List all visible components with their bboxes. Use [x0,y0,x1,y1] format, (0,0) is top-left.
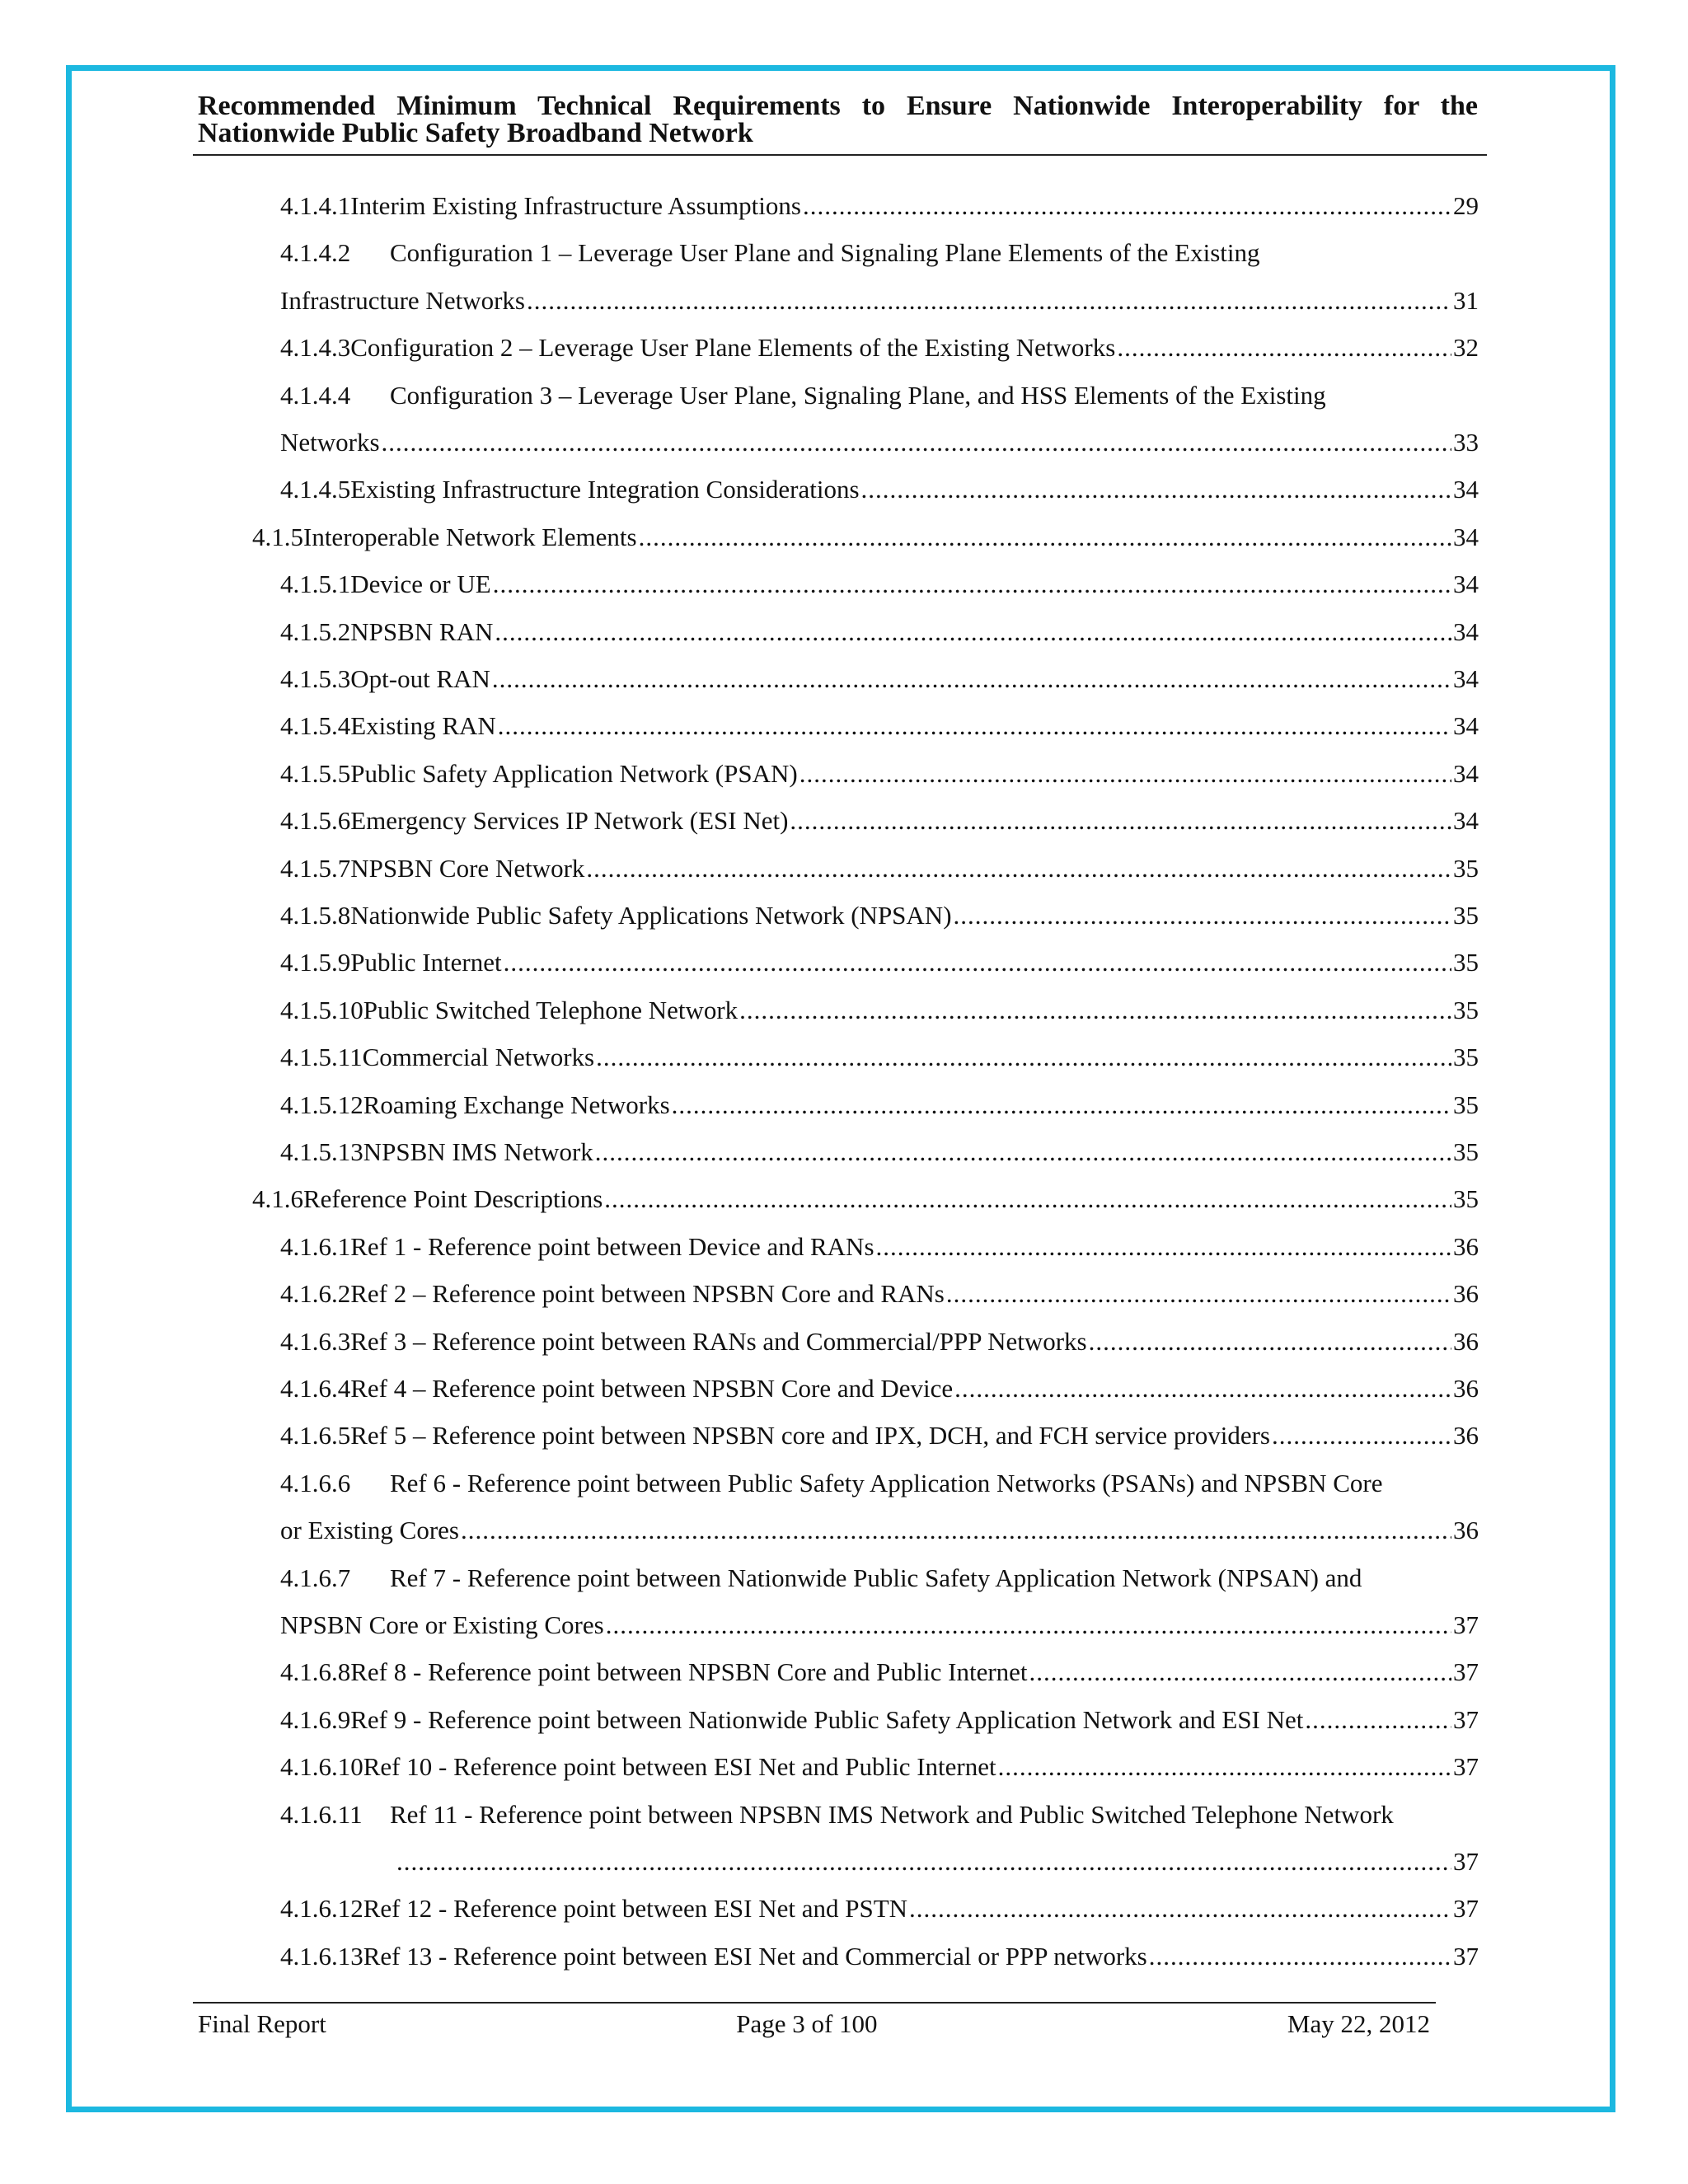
toc-entry-page: 29 [1453,191,1479,220]
toc-entry-title: Reference Point Descriptions [303,1184,603,1214]
toc-entry-title: Commercial Networks [362,1043,595,1072]
toc-leader-dots [672,1089,1451,1122]
toc-entry-line[interactable] [280,379,1326,412]
toc-entry-title: Ref 9 - Reference point between Nationwide Public Safety Application Network and ESI Net [350,1704,1304,1734]
toc-entry-title-continued: NPSBN Core or Existing Cores [280,1610,604,1639]
toc-entry-page: 35 [1453,1043,1479,1072]
toc-leader-dots [596,1041,1451,1074]
toc-entry-number: 4.1.6.11 [280,1799,363,1829]
header-title-line-2: Nationwide Public Safety Broadband Network [198,118,753,148]
toc-entry-number: 4.1.4.2 [280,238,351,268]
toc-entry-title: Ref 5 – Reference point between NPSBN core and IPX, DCH, and FCH service providers [350,1421,1270,1451]
toc-entry-line[interactable] [280,1041,1479,1074]
toc-leader-dots [504,946,1451,979]
toc-leader-dots [604,1183,1451,1216]
toc-entry-line[interactable] [280,1467,1382,1500]
toc-entry-line[interactable] [280,1892,1479,1925]
toc-entry-line[interactable] [280,1798,1394,1831]
toc-entry-title: NPSBN RAN [350,616,494,646]
toc-entry-number: 4.1.6.2 [280,1279,351,1309]
toc-entry-number: 4.1.5.13 [280,1137,363,1166]
toc-leader-dots [595,1136,1451,1169]
toc-entry-title-continued: Networks [280,428,380,457]
toc-entry-line[interactable] [280,331,1479,364]
toc-entry-number: 4.1.6.10 [280,1752,363,1782]
toc-entry-title: Roaming Exchange Networks [363,1090,670,1119]
toc-entry-number: 4.1.6.13 [280,1941,363,1971]
toc-entry-page: 36 [1453,1326,1479,1356]
toc-entry-page: 34 [1453,758,1479,788]
toc-entry-page: 36 [1453,1279,1479,1309]
toc-entry-number: 4.1.6.6 [280,1468,351,1497]
toc-leader-dots [876,1230,1451,1263]
toc-entry-number: 4.1.5.8 [280,901,351,930]
toc-entry-line[interactable] [252,1183,1479,1216]
toc-entry-line[interactable] [280,994,1479,1027]
toc-entry-page: 35 [1453,853,1479,883]
toc-leader-dots [461,1514,1451,1547]
toc-entry-page: 35 [1453,1090,1479,1119]
toc-entry-number: 4.1.6.1 [280,1231,351,1261]
toc-entry-number: 4.1.5.3 [280,664,351,693]
toc-entry-page: 35 [1453,1184,1479,1214]
toc-entry-line[interactable] [280,190,1479,223]
toc-entry-number: 4.1.5.1 [280,569,351,599]
toc-entry-title: Configuration 2 – Leverage User Plane Elements of the Existing Networks [350,333,1116,363]
toc-entry-page: 37 [1453,1704,1479,1734]
toc-entry-title: Public Internet [350,948,502,977]
toc-entry-title: Ref 1 - Reference point between Device and RANs [350,1231,874,1261]
toc-entry-number: 4.1.6.7 [280,1563,351,1592]
toc-entry-title: Configuration 3 – Leverage User Plane, Signaling Plane, and HSS Elements of the Existing [390,380,1326,410]
toc-entry-line[interactable] [280,1562,1362,1595]
toc-entry-number: 4.1.5.4 [280,711,351,741]
toc-entry-title: Interoperable Network Elements [303,522,637,551]
footer-page-number: Page 3 of 100 [736,2009,878,2038]
toc-entry-line[interactable] [280,1514,1479,1547]
toc-entry-number: 4.1.4.4 [280,380,351,410]
toc-entry-title: Configuration 1 – Leverage User Plane and Signaling Plane Elements of the Existing [390,238,1260,268]
page-footer [198,2008,1430,2041]
toc-entry-line[interactable] [280,1750,1479,1783]
toc-leader-dots [495,616,1451,649]
toc-entry-number: 4.1.5 [252,522,303,551]
toc-entry-title: Ref 12 - Reference point between ESI Net and PSTN [363,1894,908,1924]
toc-entry-number: 4.1.6 [252,1184,303,1214]
toc-entry-title: Ref 4 – Reference point between NPSBN Core and Device [350,1374,954,1403]
toc-entry-line[interactable] [280,1656,1479,1689]
toc-entry-number: 4.1.6.4 [280,1374,351,1403]
toc-leader-dots [586,852,1451,885]
toc-entry-number: 4.1.4.1 [280,191,351,220]
header-divider [193,154,1487,156]
toc-entry-page: 36 [1453,1421,1479,1451]
toc-entry-number: 4.1.5.7 [280,853,351,883]
toc-entry-line[interactable] [280,1704,1479,1736]
toc-entry-page: 34 [1453,569,1479,599]
toc-entry-page: 36 [1453,1516,1479,1545]
toc-entry-page: 34 [1453,806,1479,836]
toc-entry-page: 34 [1453,616,1479,646]
toc-entry-line[interactable] [280,1940,1479,1973]
toc-entry-title: Existing Infrastructure Integration Considerations [350,475,860,504]
toc-entry-page: 34 [1453,664,1479,693]
toc-leader-dots [606,1609,1451,1642]
toc-entry-line[interactable] [280,757,1479,790]
toc-entry-title: Interim Existing Infrastructure Assumptions [350,191,801,220]
toc-entry-page: 37 [1453,1752,1479,1782]
header-title-line-1: Recommended Minimum Technical Requirements to Ensure Nationwide Interoperability for the [198,91,1478,121]
toc-entry-line[interactable] [280,1230,1479,1263]
toc-entry-line[interactable] [280,804,1479,837]
toc-entry-title: Public Safety Application Network (PSAN) [350,758,798,788]
toc-leader-dots [382,426,1451,459]
toc-entry-line[interactable] [280,426,1479,459]
toc-entry-line[interactable] [280,1089,1479,1122]
toc-entry-title: Device or UE [350,569,491,599]
footer-divider [193,2002,1436,2004]
toc-leader-dots [1272,1419,1451,1452]
toc-leader-dots [493,568,1451,601]
toc-entry-number: 4.1.6.8 [280,1657,351,1687]
toc-entry-page: 36 [1453,1374,1479,1403]
toc-entry-title: NPSBN Core Network [350,853,585,883]
toc-leader-dots [909,1892,1451,1925]
toc-entry-title: Public Switched Telephone Network [363,995,738,1024]
toc-leader-dots [492,663,1451,696]
toc-entry-line[interactable] [280,663,1479,696]
toc-entry-title: Ref 6 - Reference point between Public Safety Application Networks (PSANs) and NPSBN Core [390,1468,1383,1497]
toc-entry-number: 4.1.4.3 [280,333,351,363]
toc-leader-dots [803,190,1451,223]
toc-entry-page: 37 [1453,1657,1479,1687]
toc-entry-title: Ref 3 – Reference point between RANs and Commercial/PPP Networks [350,1326,1087,1356]
toc-entry-title: Ref 11 - Reference point between NPSBN IMS Network and Public Switched Telephone Network [390,1799,1394,1829]
toc-leader-dots [1089,1325,1451,1358]
toc-entry-page: 33 [1453,428,1479,457]
toc-entry-line[interactable] [280,616,1479,649]
toc-entry-title: Ref 13 - Reference point between ESI Net and Commercial or PPP networks [363,1941,1147,1971]
toc-entry-page: 35 [1453,901,1479,930]
toc-entry-line[interactable] [280,237,1259,269]
toc-entry-line[interactable] [280,1609,1479,1642]
toc-entry-number: 4.1.5.12 [280,1090,363,1119]
toc-leader-dots [1305,1704,1451,1736]
toc-entry-number: 4.1.5.2 [280,616,351,646]
toc-leader-dots [799,757,1451,790]
toc-entry-number: 4.1.6.9 [280,1704,351,1734]
toc-entry-page: 34 [1453,475,1479,504]
toc-entry-number: 4.1.6.5 [280,1421,351,1451]
toc-entry-line[interactable] [280,568,1479,601]
toc-entry-line[interactable] [280,710,1479,743]
toc-leader-dots [1149,1940,1451,1973]
toc-entry-line[interactable] [280,473,1479,506]
toc-leader-dots [861,473,1451,506]
toc-entry-title: Ref 2 – Reference point between NPSBN Core and RANs [350,1279,945,1309]
toc-entry-page: 36 [1453,1231,1479,1261]
toc-entry-title: Emergency Services IP Network (ESI Net) [350,806,789,836]
toc-entry-line[interactable] [280,1277,1479,1310]
toc-entry-line[interactable] [280,946,1479,979]
toc-leader-dots [998,1750,1451,1783]
toc-leader-dots [790,804,1451,837]
footer-report-name: Final Report [198,2009,326,2038]
toc-entry-page: 35 [1453,1137,1479,1166]
toc-leader-dots [527,284,1451,317]
toc-leader-dots [954,1372,1451,1405]
toc-entry-line[interactable] [280,899,1479,932]
toc-leader-dots [1117,331,1451,364]
toc-entry-line[interactable] [280,1325,1479,1358]
toc-entry-page: 35 [1453,995,1479,1024]
toc-leader-dots [639,521,1451,554]
toc-entry-page: 37 [1453,1610,1479,1639]
toc-entry-line[interactable] [280,1136,1479,1169]
toc-entry-line[interactable] [395,1845,1479,1878]
toc-entry-page: 37 [1453,1941,1479,1971]
toc-entry-page: 37 [1453,1847,1479,1876]
toc-entry-title: NPSBN IMS Network [363,1137,593,1166]
toc-entry-title-continued: Infrastructure Networks [280,285,525,315]
toc-entry-page: 34 [1453,522,1479,551]
footer-date: May 22, 2012 [1287,2009,1430,2038]
toc-entry-line[interactable] [280,1372,1479,1405]
toc-entry-line[interactable] [280,1419,1479,1452]
toc-entry-line[interactable] [280,852,1479,885]
toc-entry-number: 4.1.5.5 [280,758,351,788]
toc-leader-dots [739,994,1451,1027]
toc-entry-number: 4.1.6.12 [280,1894,363,1924]
toc-leader-dots [1029,1656,1451,1689]
toc-entry-number: 4.1.5.6 [280,806,351,836]
toc-leader-dots [946,1277,1451,1310]
toc-entry-title: Nationwide Public Safety Applications Network (NPSAN) [350,901,952,930]
toc-entry-title: Opt-out RAN [350,664,490,693]
toc-entry-title: Ref 10 - Reference point between ESI Net and Public Internet [363,1752,996,1782]
toc-entry-number: 4.1.4.5 [280,475,351,504]
document-header-title [198,92,1478,147]
toc-entry-number: 4.1.6.3 [280,1326,351,1356]
toc-entry-title: Ref 7 - Reference point between Nationwide Public Safety Application Network (NPSAN) and [390,1563,1362,1592]
toc-entry-page: 35 [1453,948,1479,977]
toc-entry-line[interactable] [280,284,1479,317]
toc-entry-title: Ref 8 - Reference point between NPSBN Core and Public Internet [350,1657,1028,1687]
toc-entry-title-continued: or Existing Cores [280,1516,459,1545]
toc-entry-page: 32 [1453,333,1479,363]
toc-entry-page: 37 [1453,1894,1479,1924]
toc-entry-number: 4.1.5.11 [280,1043,363,1072]
toc-entry-line[interactable] [252,521,1479,554]
toc-entry-page: 31 [1453,285,1479,315]
toc-entry-number: 4.1.5.10 [280,995,363,1024]
toc-entry-page: 34 [1453,711,1479,741]
toc-leader-dots [498,710,1451,743]
toc-leader-dots [954,899,1451,932]
toc-entry-title: Existing RAN [350,711,496,741]
toc-leader-dots [396,1845,1451,1878]
toc-entry-number: 4.1.5.9 [280,948,351,977]
